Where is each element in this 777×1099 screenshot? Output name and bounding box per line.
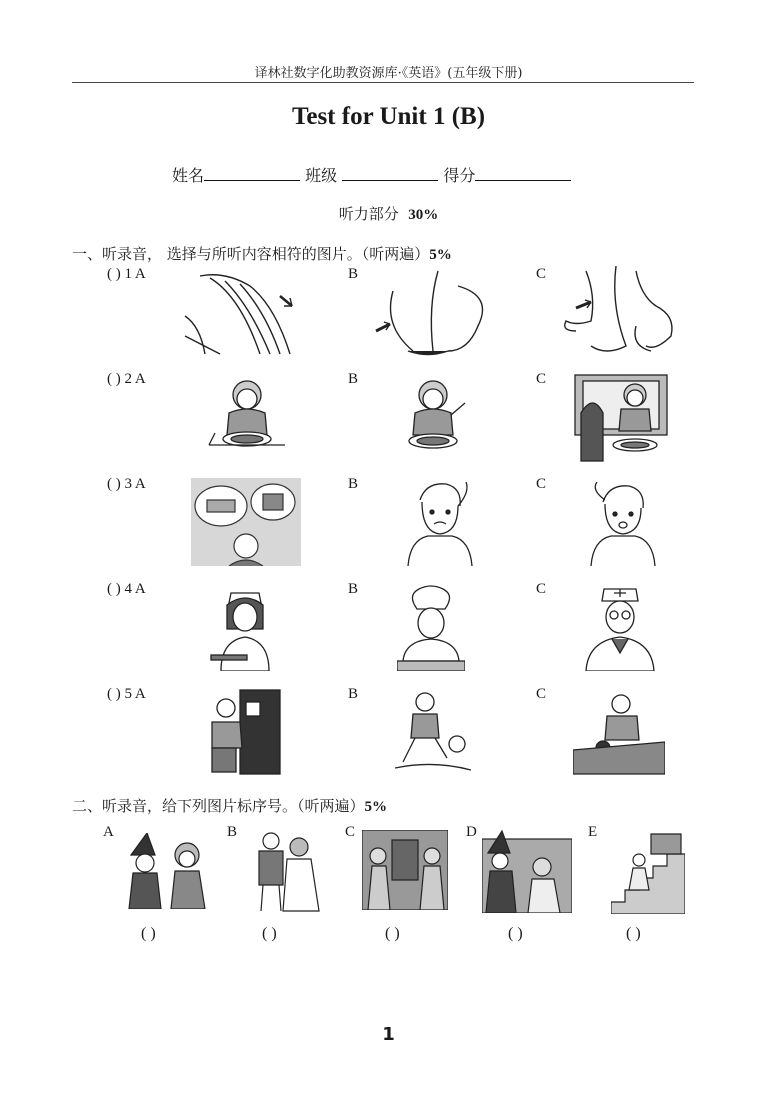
score-label: 得分	[443, 166, 476, 185]
page-title: Test for Unit 1 (B)	[291, 103, 486, 130]
listening-percent: 30%	[408, 207, 439, 223]
answer-blank-a[interactable]: ( )	[141, 925, 156, 942]
boy-scratching-head-icon[interactable]	[583, 480, 665, 566]
section1-percent: 5%	[429, 247, 452, 263]
name-blank[interactable]	[204, 166, 300, 181]
answer-blank-d[interactable]: ( )	[508, 925, 523, 942]
cook-icon[interactable]	[397, 585, 465, 671]
section2-title: 二、听录音，给下列图片标序号。（听两遍）	[72, 797, 365, 815]
cat-paw-icon[interactable]	[556, 266, 682, 356]
doctor-icon[interactable]	[580, 583, 660, 671]
witch-helping-girl-icon[interactable]	[482, 829, 572, 913]
question-1-label: ( ) 1 A	[107, 266, 146, 282]
header-divider	[72, 82, 694, 83]
cat-tail-icon[interactable]	[368, 266, 494, 356]
listening-label: 听力部分	[338, 205, 399, 223]
answer-blank-e[interactable]: ( )	[626, 925, 641, 942]
page-header: 译林社数字化助教资源库·《英语》(五年级下册)	[254, 66, 523, 81]
picture-a-letter: A	[103, 824, 114, 840]
class-blank[interactable]	[342, 166, 438, 181]
prince-and-girl-icon[interactable]	[249, 827, 323, 913]
question-2-option-b: B	[348, 371, 359, 387]
girl-eating-icon[interactable]	[395, 373, 475, 461]
picture-b-letter: B	[227, 824, 238, 840]
section1-title: 一、听录音， 选择与所听内容相符的图片。（听两遍）	[72, 245, 430, 263]
bird-wing-icon[interactable]	[180, 266, 306, 356]
score-blank[interactable]	[475, 166, 571, 181]
answer-blank-b[interactable]: ( )	[262, 925, 277, 942]
question-5-option-c: C	[536, 686, 547, 702]
answer-blank-c[interactable]: ( )	[385, 925, 400, 942]
section2-percent: 5%	[364, 799, 388, 815]
witch-and-girl-icon[interactable]	[125, 833, 211, 909]
girl-on-stairs-icon[interactable]	[611, 830, 685, 914]
question-4-label: ( ) 4 A	[107, 581, 146, 597]
boy-table-tennis-icon[interactable]	[573, 688, 665, 776]
listening-heading	[0, 203, 777, 224]
class-label: 班级	[305, 166, 338, 185]
section2-heading	[72, 795, 387, 816]
picture-d-letter: D	[466, 824, 477, 840]
girl-eating-icon[interactable]	[207, 373, 287, 461]
question-3-option-c: C	[536, 476, 547, 492]
boy-football-icon[interactable]	[395, 688, 471, 776]
sisters-icon[interactable]	[362, 830, 448, 910]
page-number: 1	[382, 1024, 395, 1045]
question-1-option-c: C	[536, 266, 547, 282]
girl-window-icon[interactable]	[573, 373, 669, 463]
boy-piano-icon[interactable]	[206, 688, 282, 776]
question-3-option-b: B	[348, 476, 359, 492]
name-field	[172, 163, 571, 186]
picture-c-letter: C	[345, 824, 356, 840]
question-5-label: ( ) 5 A	[107, 686, 146, 702]
question-2-option-c: C	[536, 371, 547, 387]
question-2-label: ( ) 2 A	[107, 371, 146, 387]
picture-e-letter: E	[588, 824, 598, 840]
nurse-icon[interactable]	[207, 585, 283, 671]
question-4-option-c: C	[536, 581, 547, 597]
name-label: 姓名	[172, 166, 205, 185]
question-4-option-b: B	[348, 581, 359, 597]
boy-thinking-gift-icon[interactable]	[191, 478, 301, 566]
question-5-option-b: B	[348, 686, 359, 702]
question-1-option-b: B	[348, 266, 359, 282]
question-3-label: ( ) 3 A	[107, 476, 146, 492]
boy-scratching-head-icon[interactable]	[398, 478, 480, 566]
section1-heading	[72, 243, 452, 264]
